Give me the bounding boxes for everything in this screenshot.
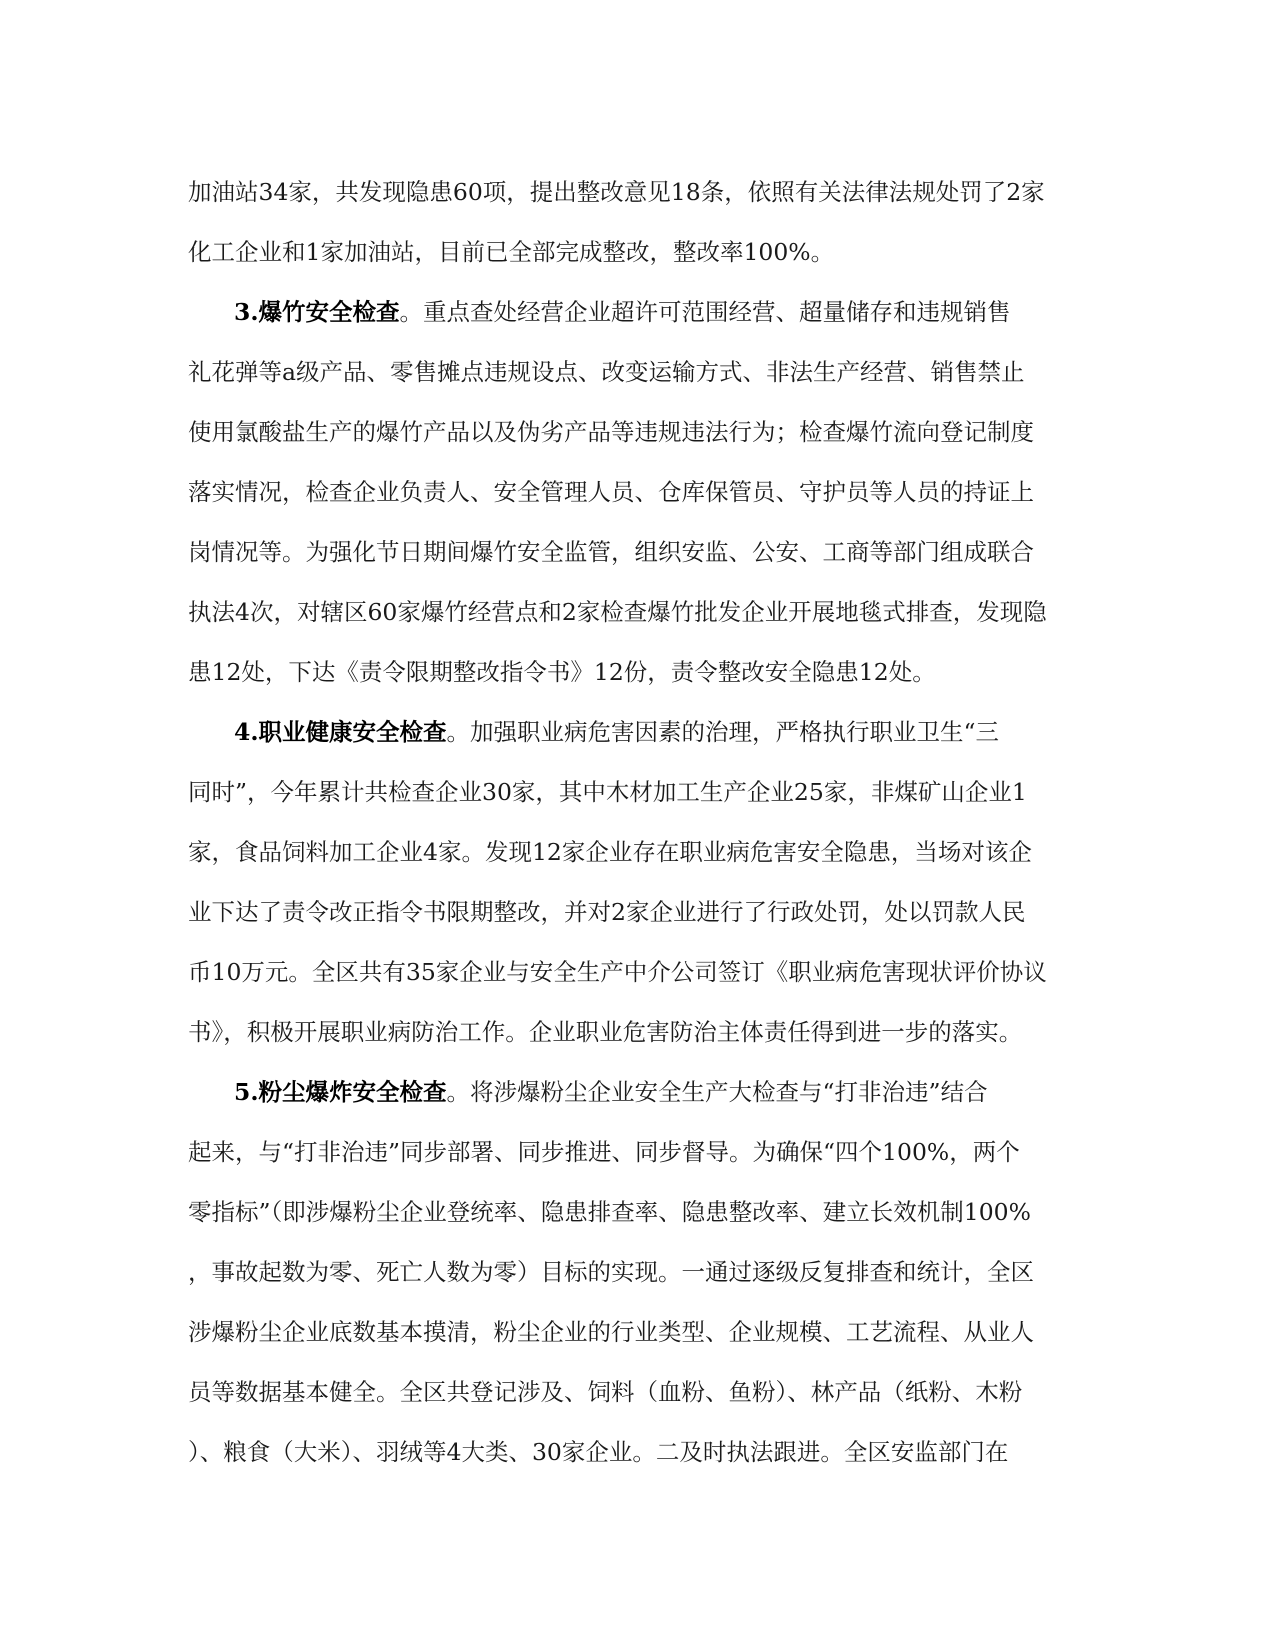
- section-heading-occupational-health: 4.职业健康安全检查: [234, 718, 447, 746]
- section-line: 5.粉尘爆炸安全检查。将涉爆粉尘企业安全生产大检查与“打非治违”结合: [234, 1078, 988, 1106]
- body-line: ）、粮食（大米）、羽绒等4大类、30家企业。二及时执法跟进。全区安监部门在: [188, 1438, 1009, 1466]
- body-line: 落实情况，检查企业负责人、安全管理人员、仓库保管员、守护员等人员的持证上: [188, 478, 1034, 506]
- section-heading-dust-explosion: 5.粉尘爆炸安全检查: [234, 1078, 447, 1106]
- body-line: 家，食品饲料加工企业4家。发现12家企业存在职业病危害安全隐患，当场对该企: [188, 838, 1032, 866]
- section-line: 4.职业健康安全检查。加强职业病危害因素的治理，严格执行职业卫生“三: [234, 718, 1000, 746]
- body-line: 岗情况等。为强化节日期间爆竹安全监管，组织安监、公安、工商等部门组成联合: [188, 538, 1034, 566]
- body-line: 使用氯酸盐生产的爆竹产品以及伪劣产品等违规违法行为；检查爆竹流向登记制度: [188, 418, 1034, 446]
- document-body: [188, 172, 1088, 1492]
- body-line: 币10万元。全区共有35家企业与安全生产中介公司签订《职业病危害现状评价协议: [188, 958, 1047, 986]
- body-line: 加油站34家，共发现隐患60项，提出整改意见18条，依照有关法律法规处罚了2家: [188, 178, 1045, 206]
- body-line: 礼花弹等a级产品、零售摊点违规设点、改变运输方式、非法生产经营、销售禁止: [188, 358, 1025, 386]
- body-line: 涉爆粉尘企业底数基本摸清，粉尘企业的行业类型、企业规模、工艺流程、从业人: [188, 1318, 1034, 1346]
- body-line: ，事故起数为零、死亡人数为零）目标的实现。一通过逐级反复排查和统计，全区: [188, 1258, 1034, 1286]
- section-line: 3.爆竹安全检查。重点查处经营企业超许可范围经营、超量储存和违规销售: [234, 298, 1011, 326]
- body-line: 化工企业和1家加油站，目前已全部完成整改，整改率100%。: [188, 238, 835, 266]
- body-line: 执法4次，对辖区60家爆竹经营点和2家检查爆竹批发企业开展地毯式排查，发现隐: [188, 598, 1047, 626]
- body-line: 员等数据基本健全。全区共登记涉及、饲料（血粉、鱼粉）、林产品（纸粉、木粉: [188, 1378, 1023, 1406]
- section-heading-fireworks: 3.爆竹安全检查: [234, 298, 400, 326]
- body-line: 同时”，今年累计共检查企业30家，其中木材加工生产企业25家，非煤矿山企业1: [188, 778, 1027, 806]
- body-line: 零指标”（即涉爆粉尘企业登统率、隐患排查率、隐患整改率、建立长效机制100%: [188, 1198, 1031, 1226]
- body-line: 起来，与“打非治违”同步部署、同步推进、同步督导。为确保“四个100%，两个: [188, 1138, 1020, 1166]
- body-line: 书》，积极开展职业病防治工作。企业职业危害防治主体责任得到进一步的落实。: [188, 1018, 1023, 1046]
- body-line: 业下达了责令改正指令书限期整改，并对2家企业进行了行政处罚，处以罚款人民: [188, 898, 1026, 926]
- body-line: 患12处，下达《责令限期整改指令书》12份，责令整改安全隐患12处。: [188, 658, 936, 686]
